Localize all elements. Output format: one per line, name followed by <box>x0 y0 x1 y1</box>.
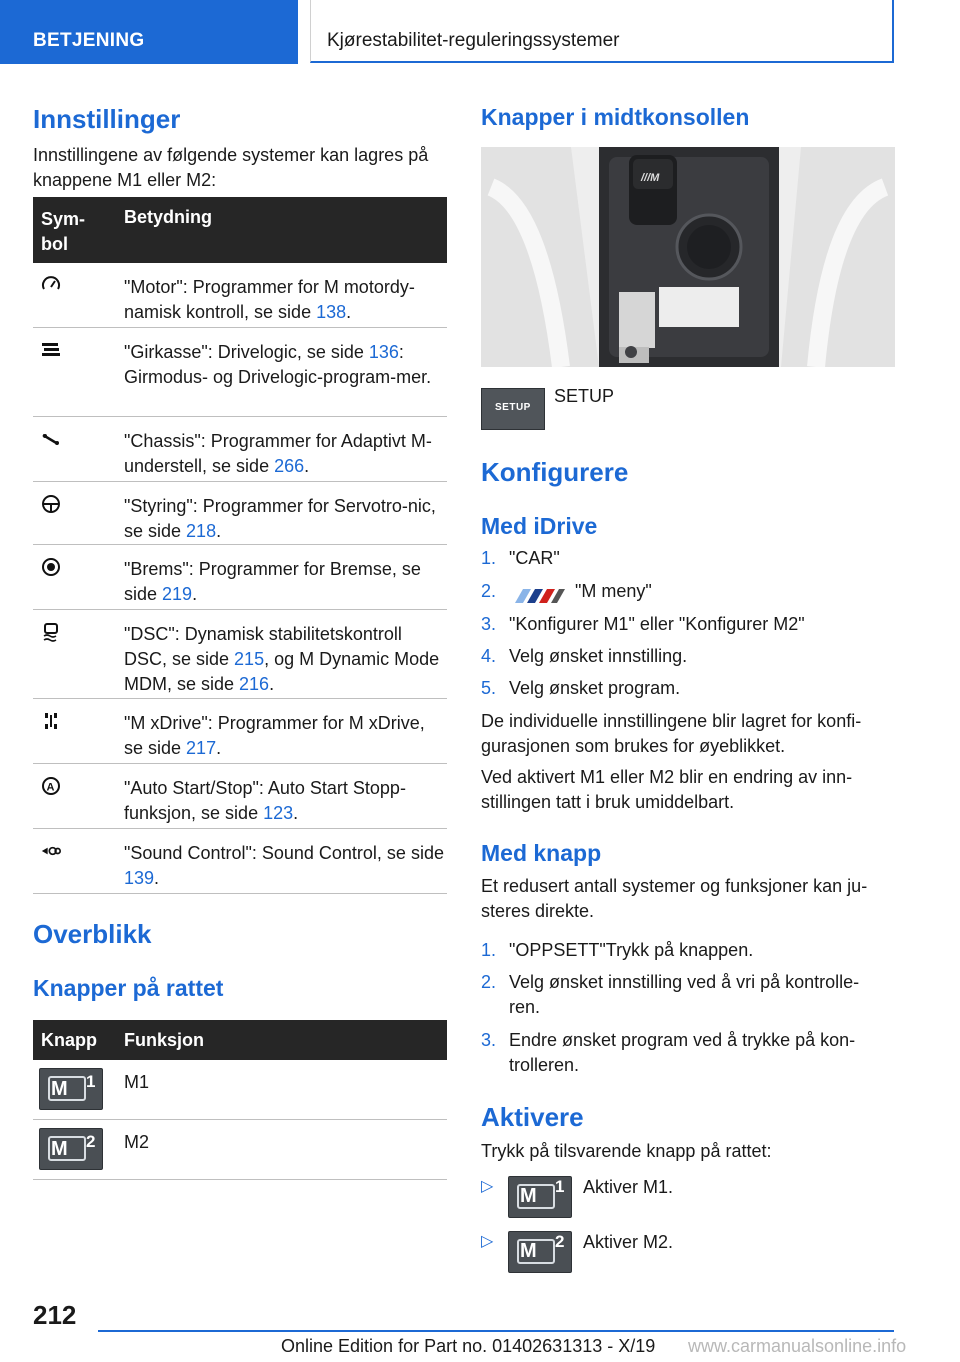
table-row <box>33 699 447 764</box>
buttons-table <box>33 1020 447 1180</box>
list-number: 4. <box>481 646 497 666</box>
list-text: "M meny" <box>509 579 889 604</box>
page-number: 212 <box>33 1300 77 1330</box>
list-text: Velg ønsket innstilling. <box>509 646 688 666</box>
chapter-header <box>310 0 894 63</box>
heading-knapper-rattet: Knapper på rattet <box>33 975 224 1001</box>
page-link[interactable]: 139 <box>124 868 155 888</box>
table-row <box>33 1120 447 1180</box>
chassis-icon <box>41 429 61 449</box>
list-text: "OPPSETT"Trykk på knappen. <box>509 940 754 960</box>
m-logo-icon <box>509 585 565 599</box>
center-console-photo <box>481 147 895 367</box>
chapter-title: Kjørestabilitet-reguleringssystemer <box>327 30 620 51</box>
heading-innstillinger: Innstillinger <box>33 104 181 134</box>
list-number: 5. <box>481 678 497 698</box>
intro-text: Innstillingene av følgende systemer kan lagres på knappene M1 eller M2: <box>33 145 429 190</box>
settings-table <box>33 197 447 894</box>
function-label: M1 <box>124 1072 150 1092</box>
heading-midtkonsollen: Knapper i midtkonsollen <box>481 104 750 130</box>
edition-text: Online Edition for Part no. 01402631313 - X/19 <box>281 1336 656 1356</box>
table-row <box>33 610 447 699</box>
m1-button-image: M 1 <box>39 1068 103 1110</box>
page-link[interactable]: 266 <box>274 456 305 476</box>
heading-konfigurere: Konfigurere <box>481 457 629 487</box>
col-function-header: Funksjon <box>124 1030 204 1050</box>
page-link[interactable]: 215 <box>234 649 265 669</box>
bullet-item <box>481 1176 895 1220</box>
setup-button-text: SETUP <box>495 402 531 413</box>
table-row <box>33 1060 447 1120</box>
list-text: Endre ønsket program ved å trykke på kon-trolleren. <box>509 1030 856 1075</box>
heading-med-idrive: Med iDrive <box>481 513 598 539</box>
list-number: 1. <box>481 548 497 568</box>
heading-med-knapp: Med knapp <box>481 840 602 866</box>
list-number: 3. <box>481 1030 497 1050</box>
row-description: "M xDrive": Programmer for M xDrive, se side 217. <box>124 713 425 758</box>
page-link[interactable]: 216 <box>239 674 270 694</box>
list-text: Velg ønsket innstilling ved å vri på kontrolle-ren. <box>509 972 860 1017</box>
page-link[interactable]: 123 <box>263 803 294 823</box>
bullet-text: Aktiver M2. <box>583 1232 674 1252</box>
page-link[interactable]: 136 <box>368 342 399 362</box>
bullet-icon: ▷ <box>481 1178 494 1195</box>
heading-overblikk: Overblikk <box>33 919 152 949</box>
list-text: Velg ønsket program. <box>509 678 681 698</box>
bullet-item <box>481 1231 895 1275</box>
list-number: 1. <box>481 940 497 960</box>
table-header <box>33 197 447 263</box>
heading-aktivere: Aktivere <box>481 1102 584 1132</box>
list-text: "CAR" <box>509 548 560 568</box>
function-label: M2 <box>124 1132 150 1152</box>
table-row <box>33 829 447 894</box>
list-number: 2. <box>481 581 497 601</box>
table-row <box>33 482 447 545</box>
list-number: 3. <box>481 614 497 634</box>
auto-start-stop-icon <box>41 776 61 796</box>
table-row <box>33 417 447 482</box>
row-description: "Sound Control": Sound Control, se side 139. <box>124 843 444 888</box>
table-row <box>33 263 447 328</box>
table-row <box>33 328 447 417</box>
m2-button-image: M 2 <box>508 1231 572 1273</box>
xdrive-icon <box>41 711 61 731</box>
knapp-paragraph: Et redusert antall systemer og funksjoner kan ju-steres direkte. <box>481 876 868 921</box>
row-description: "Motor": Programmer for M motordy-namisk kontroll, se side 138. <box>124 277 415 322</box>
m2-button-image: M 2 <box>39 1128 103 1170</box>
engine-gauge-icon <box>41 275 61 295</box>
dsc-icon <box>41 622 61 642</box>
brake-icon <box>41 557 61 577</box>
row-description: "DSC": Dynamisk stabilitetskontroll DSC, se side 215, og M Dynamic Mode MDM, se side 216. <box>124 624 440 694</box>
row-description: "Styring": Programmer for Servotro-nic, se side 218. <box>124 496 436 541</box>
list-text: "Konfigurer M1" eller "Konfigurer M2" <box>509 614 805 634</box>
col-meaning-header: Betydning <box>124 207 212 227</box>
row-description: "Girkasse": Drivelogic, se side 136: Girmodus- og Drivelogic-program-mer. <box>124 342 432 387</box>
page-link[interactable]: 219 <box>162 584 193 604</box>
table-header <box>33 1020 447 1060</box>
row-description: "Auto Start/Stop": Auto Start Stopp-funksjon, se side 123. <box>124 778 406 823</box>
table-row <box>33 545 447 610</box>
gearbox-icon <box>41 340 61 360</box>
section-label: BETJENING <box>33 30 145 51</box>
page-link[interactable]: 138 <box>316 302 347 322</box>
page-link[interactable]: 217 <box>186 738 217 758</box>
col-button-header: Knapp <box>41 1030 97 1050</box>
bullet-text: Aktiver M1. <box>583 1177 674 1197</box>
footer-rule <box>98 1330 894 1332</box>
list-number: 2. <box>481 972 497 992</box>
table-row <box>33 764 447 829</box>
setup-label: SETUP <box>554 386 615 406</box>
svg-text:A: A <box>46 781 55 794</box>
bullet-icon: ▷ <box>481 1233 494 1250</box>
watermark: www.carmanualsonline.info <box>688 1336 907 1356</box>
idrive-paragraph-2: Ved aktivert M1 eller M2 blir en endring av inn-stillingen tatt i bruk umiddelbart. <box>481 767 853 812</box>
row-description: "Chassis": Programmer for Adaptivt M-understell, se side 266. <box>124 431 432 476</box>
svg-text:///M: ///M <box>641 172 660 184</box>
section-tab <box>0 0 298 64</box>
sound-control-icon <box>41 841 61 861</box>
col-symbol-header: Sym-bol <box>41 209 86 254</box>
aktivere-paragraph: Trykk på tilsvarende knapp på rattet: <box>481 1141 772 1161</box>
page-link[interactable]: 218 <box>186 521 217 541</box>
m1-button-image: M 1 <box>508 1176 572 1218</box>
row-description: "Brems": Programmer for Bremse, se side 219. <box>124 559 421 604</box>
steering-wheel-icon <box>41 494 61 514</box>
idrive-paragraph-1: De individuelle innstillingene blir lagret for konfi-gurasjonen som brukes for øyeblikket. <box>481 711 862 756</box>
setup-button-image <box>481 388 545 430</box>
